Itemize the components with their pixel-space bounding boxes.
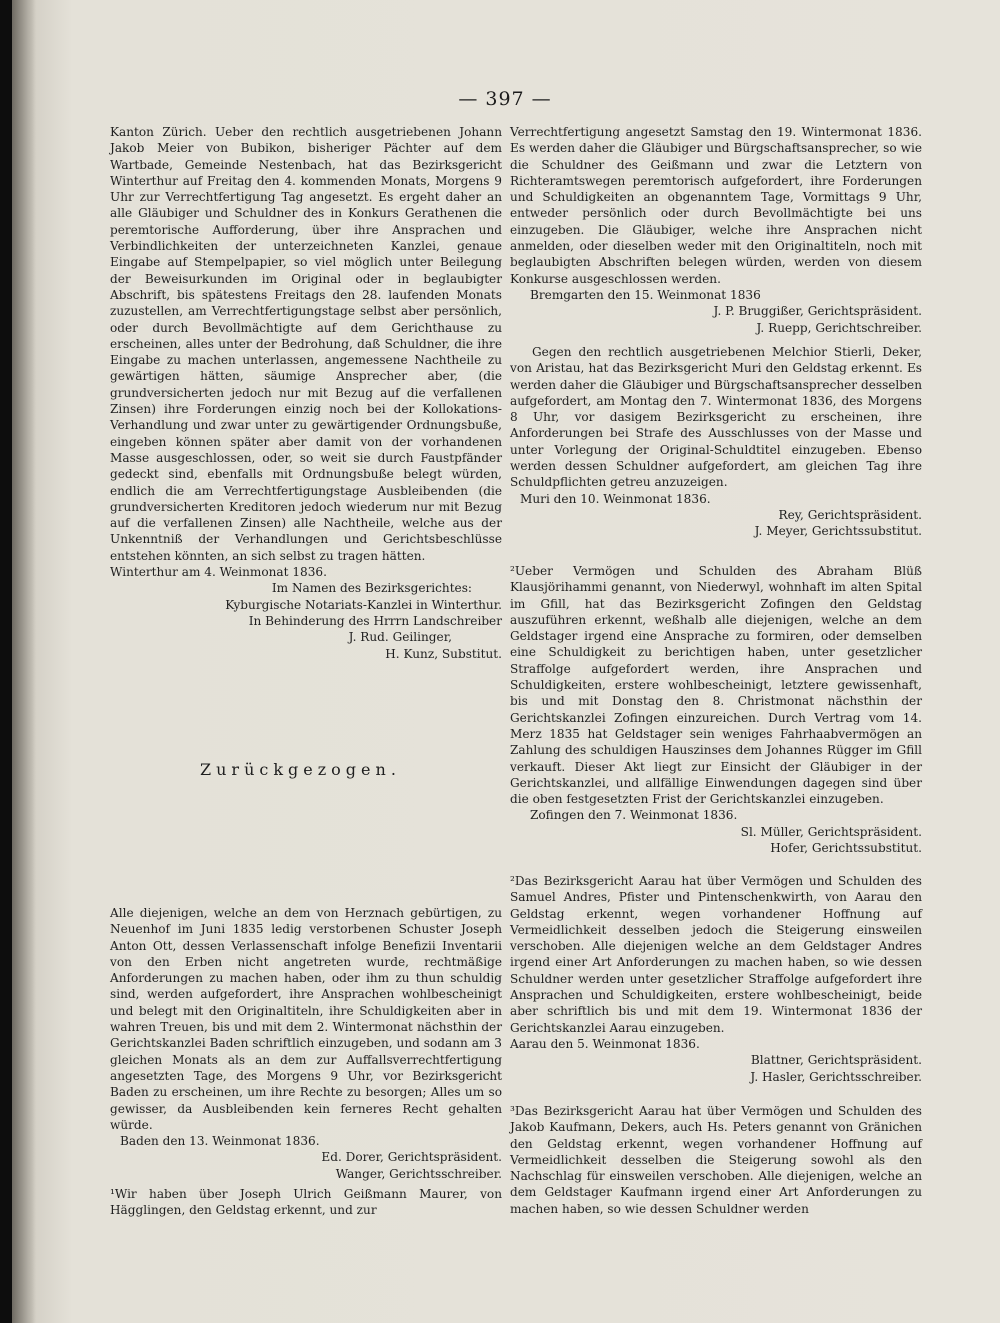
notice-body: Verrechtfertigung angesetzt Samstag den 19. Wintermonat 1836. Es werden daher die Gläubiger und Bürgschaftsansprecher, so wie die Schuldner des Geißmann und zwar die Letztern von Richteramtswegen peremtorisch aufgefordert, ihre Forderungen und Schuldigkeiten an obgenanntem Tage, Vormittags 9 Uhr, entweder persönlich oder durch Bevollmächtigte bei uns einzugeben. Die Gläubiger, welche ihre Ansprachen nicht anmelden, oder dieselben weder mit den Originaltiteln, noch mit beglaubigten Abschriften belegen würden, werden von diesem Konkurse ausgeschlossen werden. [510, 125, 922, 286]
signature-line: J. Hasler, Gerichtsschreiber. [750, 1069, 922, 1084]
page-fold-shadow [12, 0, 36, 1323]
signature-line: Rey, Gerichtspräsident. [778, 507, 922, 522]
notice-bluss [510, 563, 922, 856]
notice-geissmann-cont [510, 124, 922, 336]
notice-kaufmann [510, 1103, 922, 1217]
signature-line: Im Namen des Bezirksgerichtes: [271, 581, 472, 596]
signature-line: J. Meyer, Gerichtssubstitut. [754, 524, 922, 539]
notice-body: Alle diejenigen, welche an dem von Herznach gebürtigen, zu Neuenhof im Juni 1835 ledig verstorbenen Schuster Joseph Anton Ott, dessen Verlassenschaft infolge Benefizii Inventarii von den Erben nicht angetreten wurde, rechtmäßige Anforderungen zu machen haben, oder ihm zu thun schuldig sind, werden aufgefordert, ihre Ansprachen wohlbescheinigt und belegt mit den Originaltiteln, ihre Schuldigkeiten aber in wahren Treuen, bis und mit dem 2. Wintermonat nächsthin der Gerichtskanzlei Baden schriftlich einzugeben, und sodann am 3 gleichen Monats als an dem zur Auffallsverrechtfertigung angesetzten Tage, des Morgens 9 Uhr, vor Bezirksgericht Baden zu erscheinen, um ihre Rechte zu besorgen; Alles um so gewisser, da Ausbleibenden kein ferneres Recht gehalten würde. [110, 906, 502, 1132]
notice-zurich [110, 124, 502, 662]
notice-body: Gegen den rechtlich ausgetriebenen Melchior Stierli, Deker, von Aristau, hat das Bezirksgericht Muri den Geldstag erkennt. Es werden daher die Gläubiger und Bürgschaftsansprecher desselben aufgefordert, am Montag den 7. Wintermonat 1836, des Morgens 8 Uhr, vor dasigem Bezirksgericht zu erscheinen, ihre Anforderungen bei Strafe des Ausschlusses von der Masse und unter Vorlegung der Original-Schuldtitel einzugeben. Ebenso werden dessen Schuldner aufgefordert, am gleichen Tag ihre Schuldpflichten getreu anzuzeigen. [510, 345, 922, 490]
signature-line: J. Rud. Geilinger, [348, 630, 452, 645]
notice-date: Muri den 10. Weinmonat 1836. [520, 491, 711, 506]
notice-date: Zofingen den 7. Weinmonat 1836. [530, 808, 738, 823]
notice-body: ²Ueber Vermögen und Schulden des Abraham Blüß Klausjörihammi genannt, von Niederwyl, wohnhaft im alten Spital im Gfill, hat das Bezirksgericht Zofingen den Geldstag auszuführen erkennt, weßhalb alle diejenigen, welche an dem Geldstager irgend eine Ansprache zu formiren, oder demselben eine Schuldigkeit zu berichtigen haben, unter gesetzlicher Straffolge aufgefordert werden, ihre Ansprachen und Schuldigkeiten, erstere wohlbescheinigt, letztere gewissenhaft, bis und mit Donstag den 8. Christmonat nächsthin der Gerichtskanzlei Zofingen einzureichen. Durch Vertrag vom 14. Merz 1835 hat Geldstager sein weniges Fahrhaabvermögen an Zahlung des schuldigen Hauszinses dem Johannes Rügger im Gfill verkauft. Dieser Akt liegt zur Einsicht der Gläubiger in der Gerichtskanzlei, und allfällige Einwendungen dagegen sind über die oben festgesetzten Frist der Gerichtskanzlei einzugeben. [510, 564, 922, 807]
signature-line: In Behinderung des Hrrrn Landschreiber [248, 613, 502, 628]
signature-line: J. P. Bruggißer, Gerichtspräsident. [713, 304, 922, 319]
notice-body: ²Das Bezirksgericht Aarau hat über Vermögen und Schulden des Samuel Andres, Pfister und Pintenschenkwirth, von Aarau den Geldstag erkennt, wegen vorhandener Hoffnung auf Vermeidlichkeit desselben jedoch die Steigerung einsweilen verschoben. Alle diejenigen welche an dem Geldstager Andres irgend einer Art Anforderungen zu machen haben, so wie dessen Schuldner werden unter gesetzlicher Straffolge aufgefordert ihre Ansprachen und Schuldigkeiten, erstere wohlbescheinigt, beide aber schriftlich bis und mit dem 19. Wintermonat 1836 der Gerichtskanzlei Aarau einzugeben. [510, 874, 922, 1035]
notice-date: Winterthur am 4. Weinmonat 1836. [110, 565, 327, 580]
signature-line: Wanger, Gerichtsschreiber. [335, 1166, 502, 1181]
page-number: — 397 — [458, 88, 552, 110]
notice-geissmann-start [110, 1186, 502, 1219]
signature-line: J. Ruepp, Gerichtschreiber. [756, 320, 922, 335]
signature-line: Kyburgische Notariats-Kanzlei in Winterthur. [225, 597, 502, 612]
signature-line: Sl. Müller, Gerichtspräsident. [740, 824, 922, 839]
signature-line: Ed. Dorer, Gerichtspräsident. [321, 1150, 502, 1165]
notice-date: Aarau den 5. Weinmonat 1836. [510, 1036, 700, 1051]
notice-body: ¹Wir haben über Joseph Ulrich Geißmann Maurer, von Hägglingen, den Geldstag erkennt, und zur [110, 1187, 502, 1218]
signature-line: Blattner, Gerichtspräsident. [750, 1053, 922, 1068]
signature-line: Hofer, Gerichtssubstitut. [770, 841, 922, 856]
notice-body: Kanton Zürich. Ueber den rechtlich ausgetriebenen Johann Jakob Meier von Bubikon, bisheriger Pächter auf dem Wartbade, Gemeinde Nestenbach, hat das Bezirksgericht Winterthur auf Freitag den 4. kommenden Monats, Morgens 9 Uhr zur Verrechtfertigung Tag angesetzt. Es ergeht daher an alle Gläubiger und Schuldner des in Konkurs Gerathenen die peremtorische Aufforderung, über ihre Ansprachen und Verbindlichkeiten der unterzeichneten Kanzlei, genaue Eingabe auf Stempelpapier, so viel möglich unter Beilegung der Beweisurkunden im Original oder in beglaubigter Abschrift, bis spätestens Freitags den 28. laufenden Monats zuzustellen, am Verrechtfertigungstage selbst aber persönlich, oder durch Bevollmächtigte auf dem Gerichthause zu erscheinen, alles unter der Bedrohung, daß Schuldner, die ihre Eingabe zu machen unterlassen, angemessene Nachtheile zu gewärtigen hätten, säumige Ansprecher aber, (die grundversicherten jedoch nur mit Bezug auf die verfallenen Zinsen) ihre Forderungen einzig noch bei der Kollokations-Verhandlung und zwar unter zu gewärtigender Ordnungsbuße, eingeben können später aber damit von der vorhandenen Masse ausgeschlossen, oder, so weit sie durch Faustpfänder gedeckt sind, ebenfalls mit Ordnungsbuße belegt würden, endlich die am Verrechtfertigungstage Ausbleibenden (die grundversicherten Kreditoren jedoch wiederum nur mit Bezug auf die verfallenen Zinsen) alle Nachtheile, welche aus der Unkenntniß der Verhandlungen und Gerichtsbeschlüsse entstehen könnten, an sich selbst zu tragen hätten. [110, 125, 502, 563]
notice-body: ³Das Bezirksgericht Aarau hat über Vermögen und Schulden des Jakob Kaufmann, Dekers, auch Hs. Peters genannt von Gränichen den Geldstag erkennt, wegen vorhandener Hoffnung auf Vermeidlichkeit desselben die Steigerung sowohl als den Nachschlag für einsweilen verschoben. Alle diejenigen, welche an dem Geldstager Kaufmann irgend einer Art Anforderungen zu machen haben, so wie dessen Schuldner werden [510, 1104, 922, 1216]
notice-andres [510, 873, 922, 1085]
notice-date: Bremgarten den 15. Weinmonat 1836 [530, 287, 761, 302]
notice-date: Baden den 13. Weinmonat 1836. [120, 1134, 320, 1149]
notice-stierli [510, 344, 922, 540]
signature-line: H. Kunz, Substitut. [385, 646, 502, 661]
notice-herznach [110, 905, 502, 1182]
section-heading: Zurückgezogen. [200, 760, 401, 779]
